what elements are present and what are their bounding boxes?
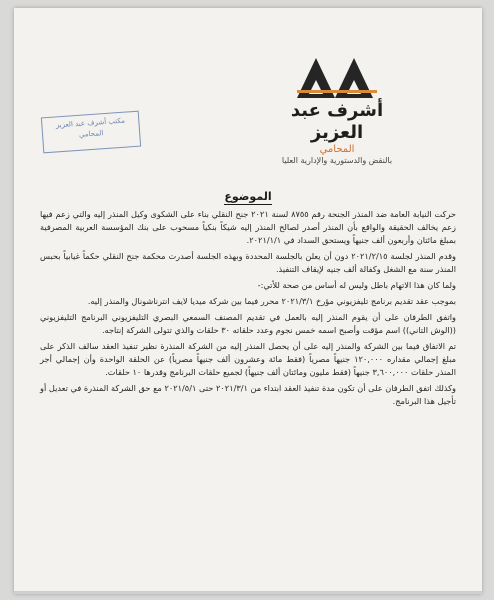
logo-emblem: [297, 52, 377, 98]
letterhead-logo: [262, 52, 412, 166]
body-paragraph: واتفق الطرفان على أن يقوم المنذر إليه بالعمل في تقديم المصنف السمعي البصري التليفزيوني البرنامج التليفزيوني ((الوش التاني)) اسم مؤقت وأصبح اسمه خمس نجوم وعدد حلقاته ٣٠ حلقات والذي تتولى الشركة إنتاجه.: [40, 312, 456, 335]
office-stamp: [41, 111, 141, 154]
subject-title: الموضوع: [224, 190, 272, 203]
lawyer-name: أشرف عبد العزيز: [290, 100, 384, 143]
document-page: [14, 8, 482, 594]
lawyer-role: المحامي: [319, 144, 355, 155]
body-paragraph: حركت النيابة العامة ضد المنذر الجنحة رقم ٨٧٥٥ لسنة ٢٠٢١ جنح النقلي بناء على الشكوى وكيل المنذر إليه والتي زعم فيها زعم يخالف الحقيقة والواقع بأن المنذر أصدر لصالح المنذر إليه شيكاً بنكياً مسحوب على بنك المؤسسة العربية المصرفية بمبلغ مائتان وأربعون ألف جنيهاً ويستحق السداد في ٢٠٢١/١/١.: [40, 209, 456, 245]
body-paragraph: ولما كان هذا الاتهام باطل وليس له أساس من صحة للأتي:-: [257, 280, 456, 290]
body-paragraph: وقدم المنذر لجلسة ٢٠٢١/٢/١٥ دون أن يعلن بالجلسة المحددة وبهذه الجلسة أصدرت محكمة جنح النقلي حكماً غيابياً بحبس المنذر سنة مع الشغل وكفالة ألف جنيه لإيقاف التنفيذ.: [40, 251, 456, 274]
body-paragraph: بموجب عقد تقديم برنامج تليفزيوني مؤرخ ٢٠٢١/٣/١ محرر فيما بين شركة ميديا لايف انترناشونال والمنذر إليه.: [87, 296, 456, 306]
body-paragraph: تم الاتفاق فيما بين الشركة والمنذر إليه على أن يحصل المنذر إليه من الشركة المنذرة نظير تنفيذ العقد سالف الذكر على مبلغ إجمالي مقداره ١٢٠,٠٠٠ جنيهاً مصرياً (فقط مائة وعشرون ألف جنيهاً مصرياً) عن الحلقة الواحدة وأن إجمالي أجر المنذر حلقات ٣,٦٠٠,٠٠٠ جنيهاً (فقط مليون ومائتان ألف جنيهاً) لجميع حلقات البرنامج وقدرها ١٠ حلقات.: [40, 341, 456, 377]
lawyer-tagline: بالنقض والدستورية والإدارية العليا: [281, 156, 393, 165]
subject-heading: [14, 185, 482, 204]
body-paragraph: وكذلك اتفق الطرفان على أن تكون مدة تنفيذ العقد ابتداء من ٢٠٢١/٣/١ حتى ٢٠٢١/٥/١ مع حق الشركة المنذرة في تعديل أو تأجيل هذا البرنامج.: [40, 383, 457, 406]
page-bottom-edge: [14, 591, 482, 594]
stamp-text: مكتب أشرف عبد العزيز المحامي: [55, 116, 126, 139]
document-body: [40, 208, 456, 411]
